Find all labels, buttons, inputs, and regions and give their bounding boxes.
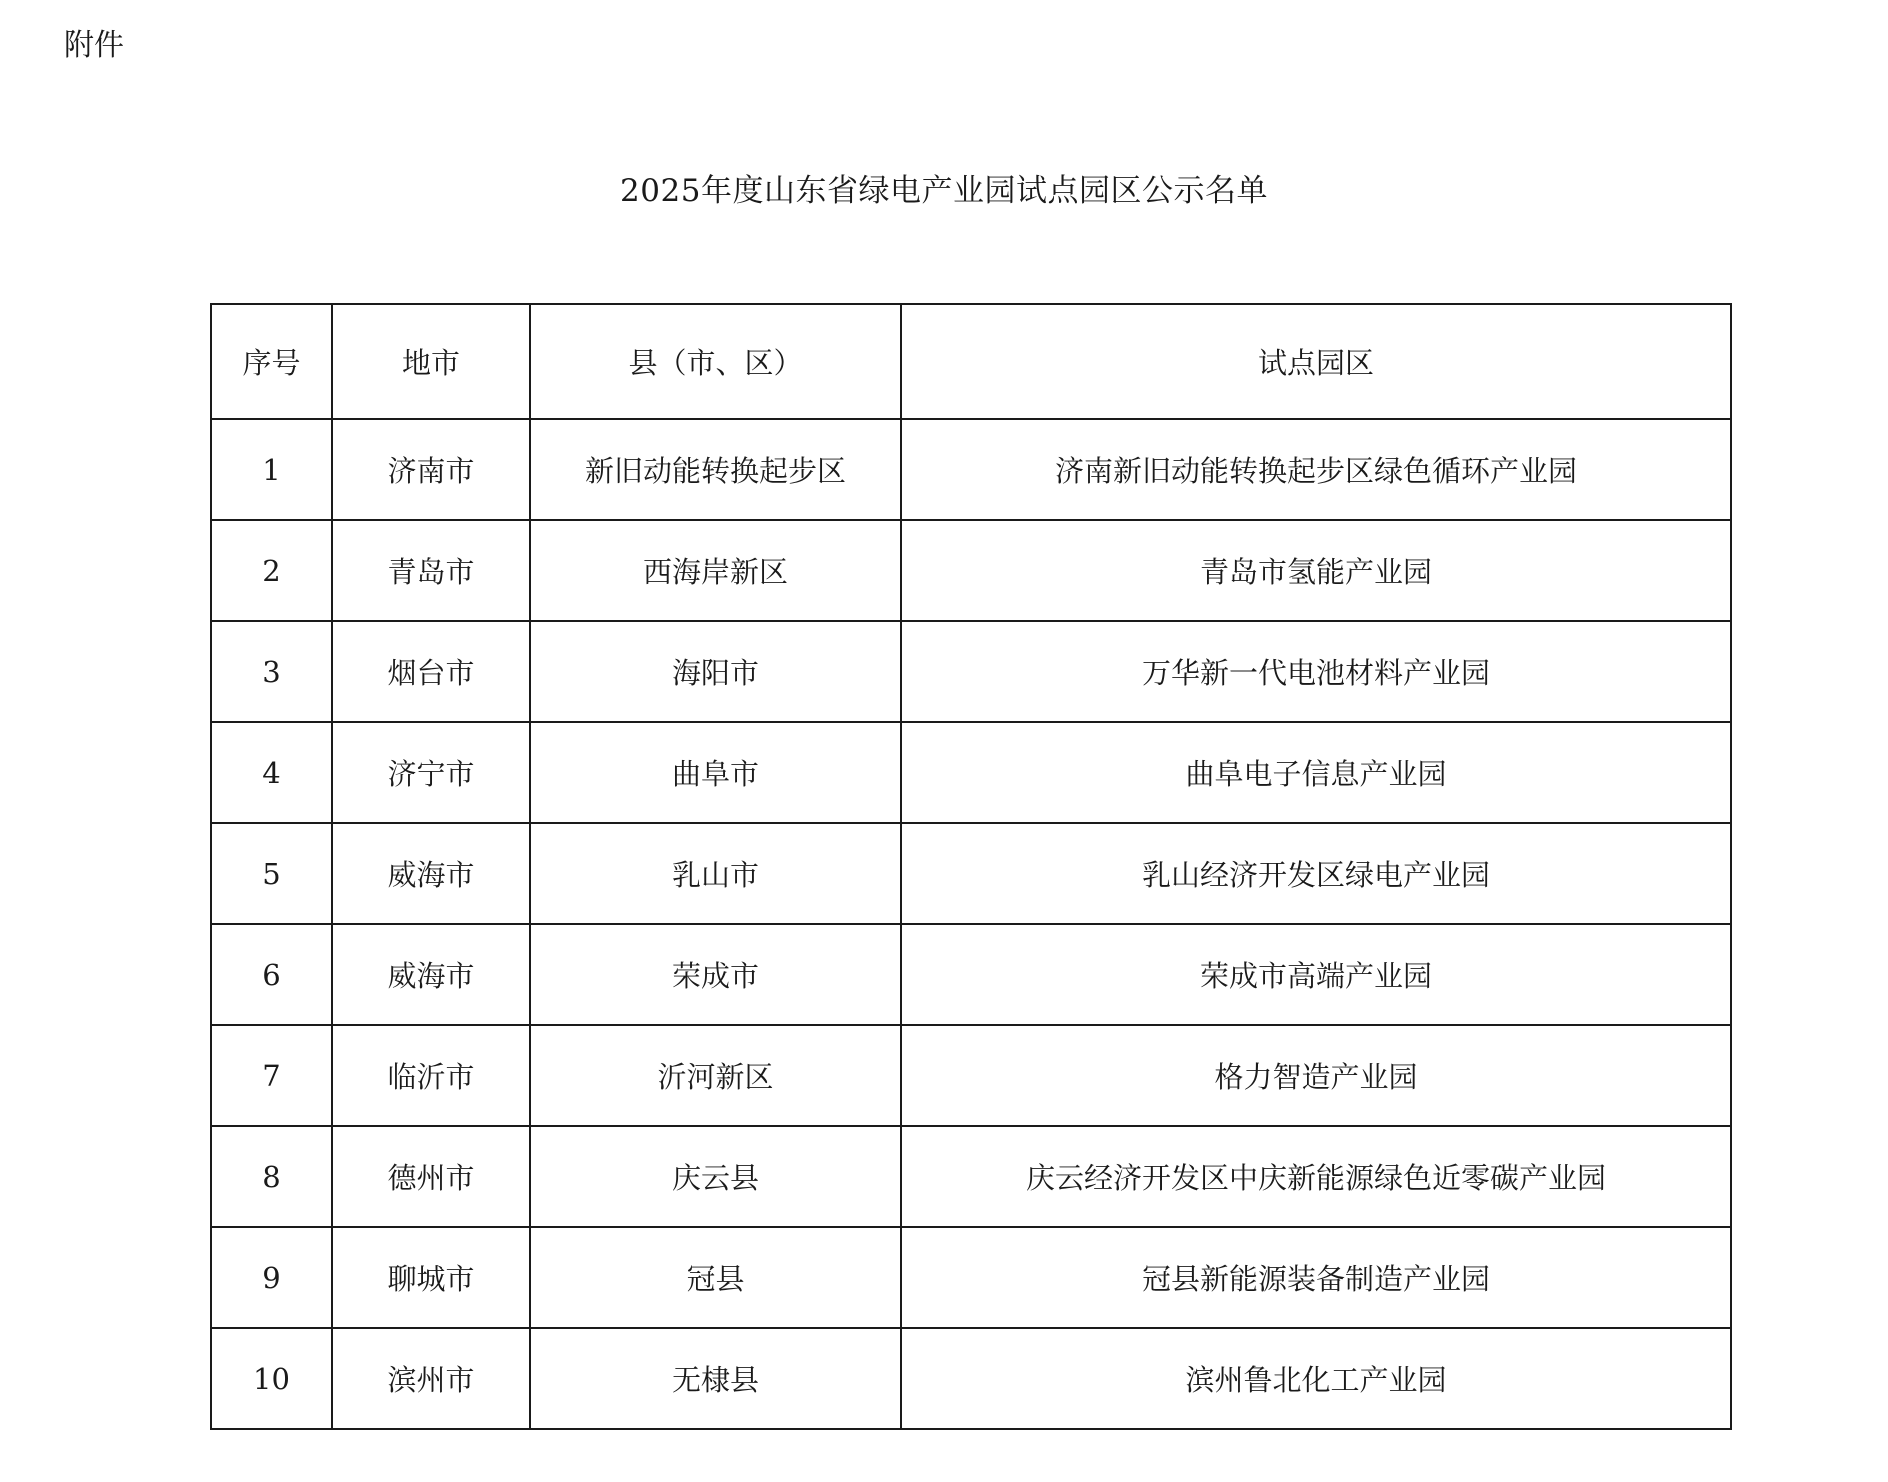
header-park: 试点园区 — [901, 304, 1731, 419]
cell-park: 荣成市高端产业园 — [901, 924, 1731, 1025]
cell-seq: 10 — [211, 1328, 332, 1429]
pilot-park-table — [210, 303, 1732, 1430]
table-row — [211, 520, 1731, 621]
cell-county: 新旧动能转换起步区 — [530, 419, 901, 520]
header-seq: 序号 — [211, 304, 332, 419]
table-row — [211, 924, 1731, 1025]
table-row — [211, 823, 1731, 924]
cell-city: 青岛市 — [332, 520, 530, 621]
cell-county: 冠县 — [530, 1227, 901, 1328]
cell-park: 格力智造产业园 — [901, 1025, 1731, 1126]
cell-park: 滨州鲁北化工产业园 — [901, 1328, 1731, 1429]
cell-seq: 7 — [211, 1025, 332, 1126]
cell-county: 海阳市 — [530, 621, 901, 722]
table-row — [211, 1328, 1731, 1429]
table-row — [211, 1126, 1731, 1227]
table-row — [211, 722, 1731, 823]
cell-city: 临沂市 — [332, 1025, 530, 1126]
cell-county: 庆云县 — [530, 1126, 901, 1227]
cell-park: 济南新旧动能转换起步区绿色循环产业园 — [901, 419, 1731, 520]
cell-city: 威海市 — [332, 924, 530, 1025]
cell-county: 荣成市 — [530, 924, 901, 1025]
cell-city: 滨州市 — [332, 1328, 530, 1429]
cell-city: 济宁市 — [332, 722, 530, 823]
cell-city: 济南市 — [332, 419, 530, 520]
attachment-label: 附件 — [64, 28, 124, 63]
table-row — [211, 1227, 1731, 1328]
header-county: 县（市、区） — [530, 304, 901, 419]
table-row — [211, 1025, 1731, 1126]
cell-park: 万华新一代电池材料产业园 — [901, 621, 1731, 722]
table-header-row — [211, 304, 1731, 419]
cell-county: 无棣县 — [530, 1328, 901, 1429]
cell-seq: 8 — [211, 1126, 332, 1227]
table-row — [211, 419, 1731, 520]
cell-city: 德州市 — [332, 1126, 530, 1227]
cell-city: 威海市 — [332, 823, 530, 924]
cell-seq: 9 — [211, 1227, 332, 1328]
cell-city: 聊城市 — [332, 1227, 530, 1328]
cell-park: 曲阜电子信息产业园 — [901, 722, 1731, 823]
cell-seq: 3 — [211, 621, 332, 722]
table-row — [211, 621, 1731, 722]
cell-county: 沂河新区 — [530, 1025, 901, 1126]
cell-county: 乳山市 — [530, 823, 901, 924]
cell-park: 青岛市氢能产业园 — [901, 520, 1731, 621]
header-city: 地市 — [332, 304, 530, 419]
cell-park: 乳山经济开发区绿电产业园 — [901, 823, 1731, 924]
cell-seq: 5 — [211, 823, 332, 924]
cell-county: 曲阜市 — [530, 722, 901, 823]
cell-seq: 1 — [211, 419, 332, 520]
cell-seq: 6 — [211, 924, 332, 1025]
cell-seq: 2 — [211, 520, 332, 621]
cell-city: 烟台市 — [332, 621, 530, 722]
cell-seq: 4 — [211, 722, 332, 823]
document-title: 2025年度山东省绿电产业园试点园区公示名单 — [620, 173, 1268, 209]
cell-county: 西海岸新区 — [530, 520, 901, 621]
cell-park: 冠县新能源装备制造产业园 — [901, 1227, 1731, 1328]
cell-park: 庆云经济开发区中庆新能源绿色近零碳产业园 — [901, 1126, 1731, 1227]
